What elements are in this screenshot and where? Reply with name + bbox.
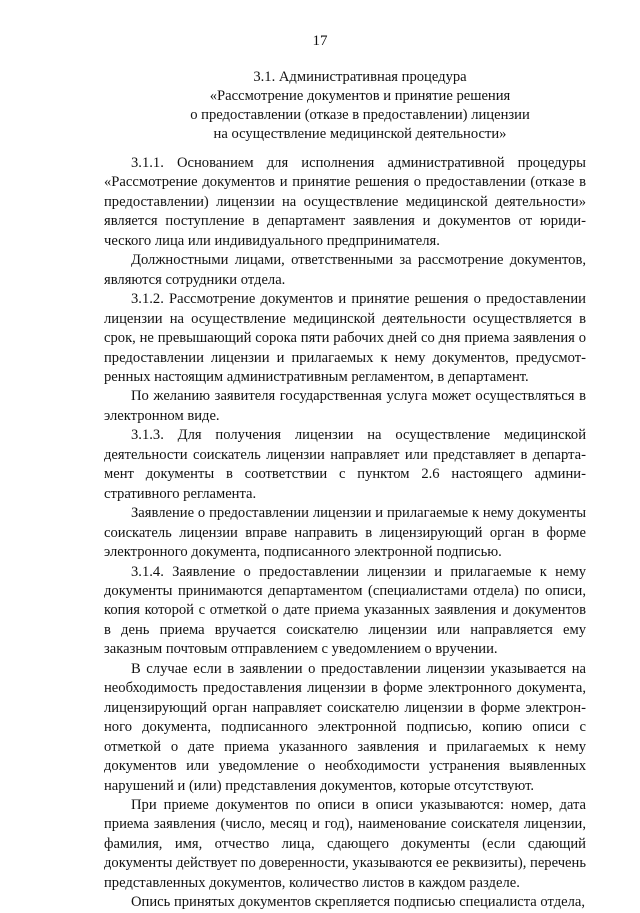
paragraph-3-1-3: 3.1.3. Для получения лицензии на осуществление медицинской деятельности соискатель лицензии направляет или представляет в департамент документы в соответствии с пунктом 2.6 настоящего административного регламента. [104, 427, 586, 502]
paragraph-inventory-signature: Опись принятых документов скрепляется подписью специалиста отдела, [131, 894, 586, 911]
heading-line-2: «Рассмотрение документов и принятие решения [209, 88, 511, 104]
heading-line-3: о предоставлении (отказе в предоставлении) лицензии [190, 107, 530, 123]
paragraph-3-1-2: 3.1.2. Рассмотрение документов и принятие решения о предоставлении лицензии на осуществление медицинской деятельности осуществляется в срок, не превышающий сорока пяти рабочих дней со дня приема заявления о предоставлении лицензии и прилагаемых к нему документов, предусмотренных настоящим административным регламентом, в департамент. [104, 291, 586, 385]
paragraph-responsible-persons: Должностными лицами, ответственными за рассмотрение документов, являются сотрудники отдела. [104, 252, 586, 288]
document-body [104, 154, 586, 913]
paragraph-3-1-4: 3.1.4. Заявление о предоставлении лицензии и прилагаемые к нему документы принимаются департаментом (специалистами отдела) по описи, копия которой с отметкой о дате приема указанных заявления и документов в день приема вручается соискателю лицензии или направляется ему заказным почтовым отправлением с уведомлением о вручении. [104, 563, 586, 658]
paragraph-electronic-application: Заявление о предоставлении лицензии и прилагаемые к нему документы соискатель лицензии вправе направить в лицензирующий орган в форме электронного документа, подписанного электронной подписью. [104, 505, 586, 561]
paragraph-electronic-inventory: В случае если в заявлении о предоставлении лицензии указывается на необходимость предоставления лицензии в форме электронного документа, лицензирующий орган направляет соискателю лицензии в форме электронного документа, подписанного электронной подписью, копию описи с отметкой о дате приема указанного заявления и прилагаемых к нему документов или уведомление о необходимости устранения выявленных нарушений и (или) представления документов, которые отсутствуют. [104, 660, 586, 794]
paragraph-electronic-service: По желанию заявителя государственная услуга может осуществляться в электронном виде. [104, 388, 586, 424]
heading-line-1: 3.1. Административная процедура [253, 69, 467, 85]
heading-line-4: на осуществление медицинской деятельности» [213, 126, 507, 142]
paragraph-inventory-contents: При приеме документов по описи в описи указываются: номер, дата приема заявления (число, месяц и год), наименование соискателя лицензии, фамилия, имя, отчество лица, сдающего документы (если сдающий документы действует по доверенности, указываются ее реквизиты), перечень представленных документов, количество листов в каждом разделе. [104, 796, 586, 891]
paragraph-3-1-1: 3.1.1. Основанием для исполнения административной процедуры «Рассмотрение документов и принятие решения о предоставлении (отказе в предоставлении) лицензии на осуществление медицинской деятельности» является поступление в департамент заявления и документов от юридического лица или индивидуального предпринимателя. [104, 155, 586, 249]
page-number: 17 [312, 33, 328, 49]
section-heading [80, 68, 640, 144]
